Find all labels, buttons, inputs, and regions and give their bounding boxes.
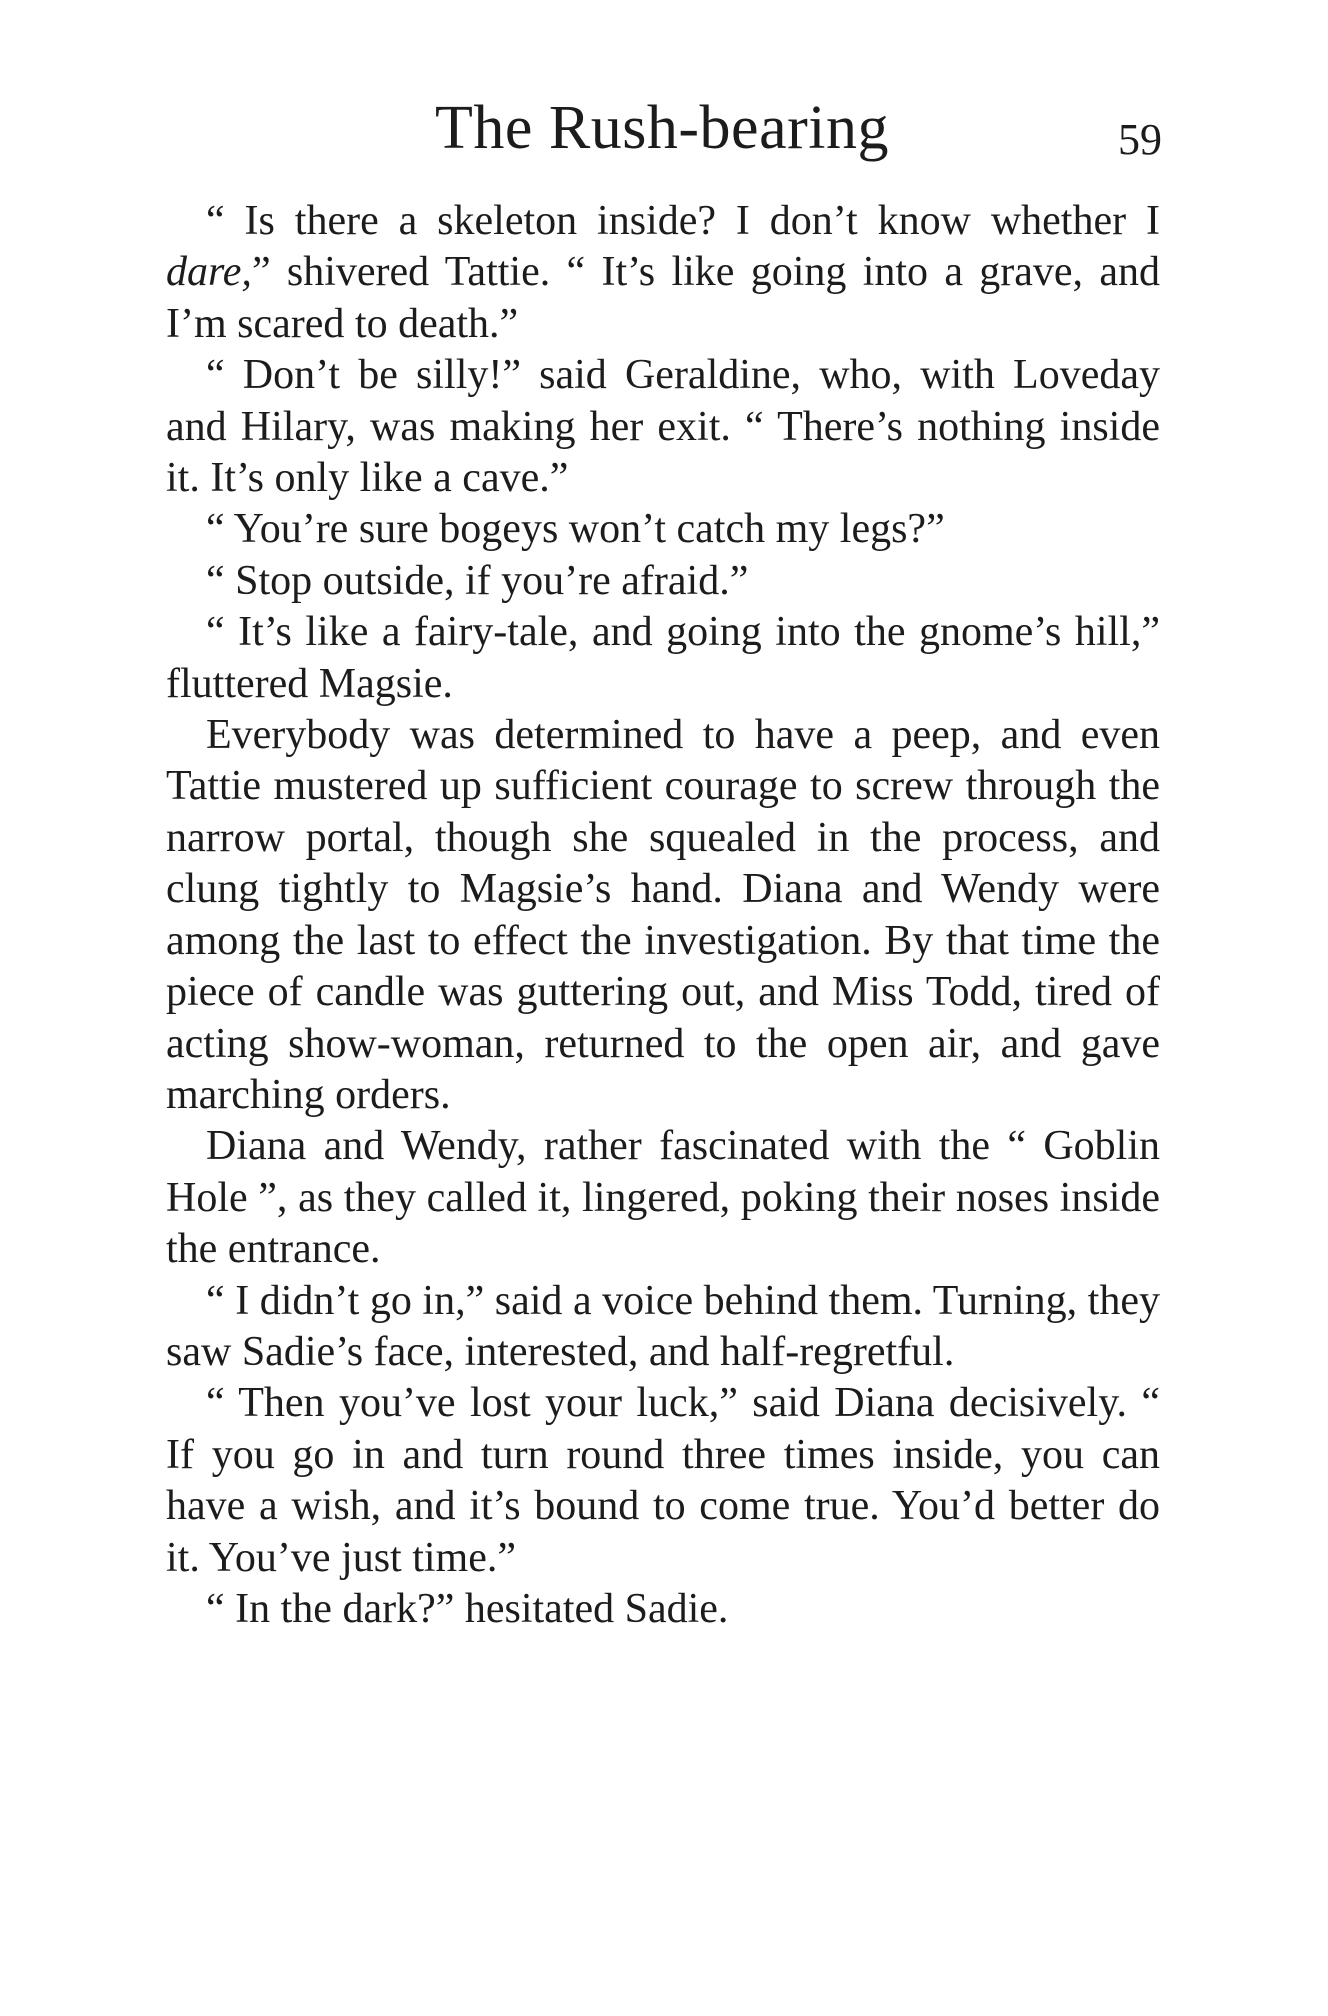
paragraph: Everybody was determined to have a peep, and even Tattie mustered up sufficient courage to screw through the narrow portal, though she squealed in the process, and clung tightly to Magsie’s hand. Diana and Wendy were among the last to effect the investigation. By that time the piece of candle was guttering out, and Miss Todd, tired of acting show-woman, returned to the open air, and gave marching orders. bbox=[166, 712, 1160, 1118]
paragraph bbox=[166, 196, 1160, 350]
chapter-title: The Rush-bearing bbox=[435, 94, 889, 162]
paragraph: “ Stop outside, if you’re afraid.” bbox=[206, 557, 749, 604]
paragraph: Diana and Wendy, rather fascinated with the “ Goblin Hole ”, as they called it, lingered, poking their noses inside the entrance. bbox=[166, 1123, 1160, 1273]
running-head bbox=[162, 88, 1162, 168]
paragraph: “ I didn’t go in,” said a voice behind them. Turning, they saw Sadie’s face, interested, and half-regretful. bbox=[166, 1277, 1160, 1375]
paragraph: “ Then you’ve lost your luck,” said Diana decisively. “ If you go in and turn round three times inside, you can have a wish, and it’s bound to come true. You’d better do it. You’ve just time.” bbox=[166, 1380, 1160, 1581]
paragraph: “ You’re sure bogeys won’t catch my legs?” bbox=[206, 506, 945, 553]
paragraph: “ Don’t be silly!” said Geraldine, who, with Loveday and Hilary, was making her exit. “ There’s nothing inside it. It’s only like a cave.” bbox=[166, 352, 1160, 502]
paragraph-text: “ Is there a skeleton inside? I don’t know whether I bbox=[206, 198, 1160, 244]
paragraph: “ In the dark?” hesitated Sadie. bbox=[206, 1585, 729, 1632]
body-text bbox=[166, 196, 1160, 1635]
paragraph-text: ” shivered Tattie. “ It’s like going into a grave, and I’m scared to death.” bbox=[166, 249, 1160, 347]
page-number: 59 bbox=[1118, 115, 1162, 164]
emphasized-word: dare, bbox=[166, 249, 252, 296]
paragraph: “ It’s like a fairy-tale, and going into the gnome’s hill,” fluttered Magsie. bbox=[166, 609, 1160, 707]
